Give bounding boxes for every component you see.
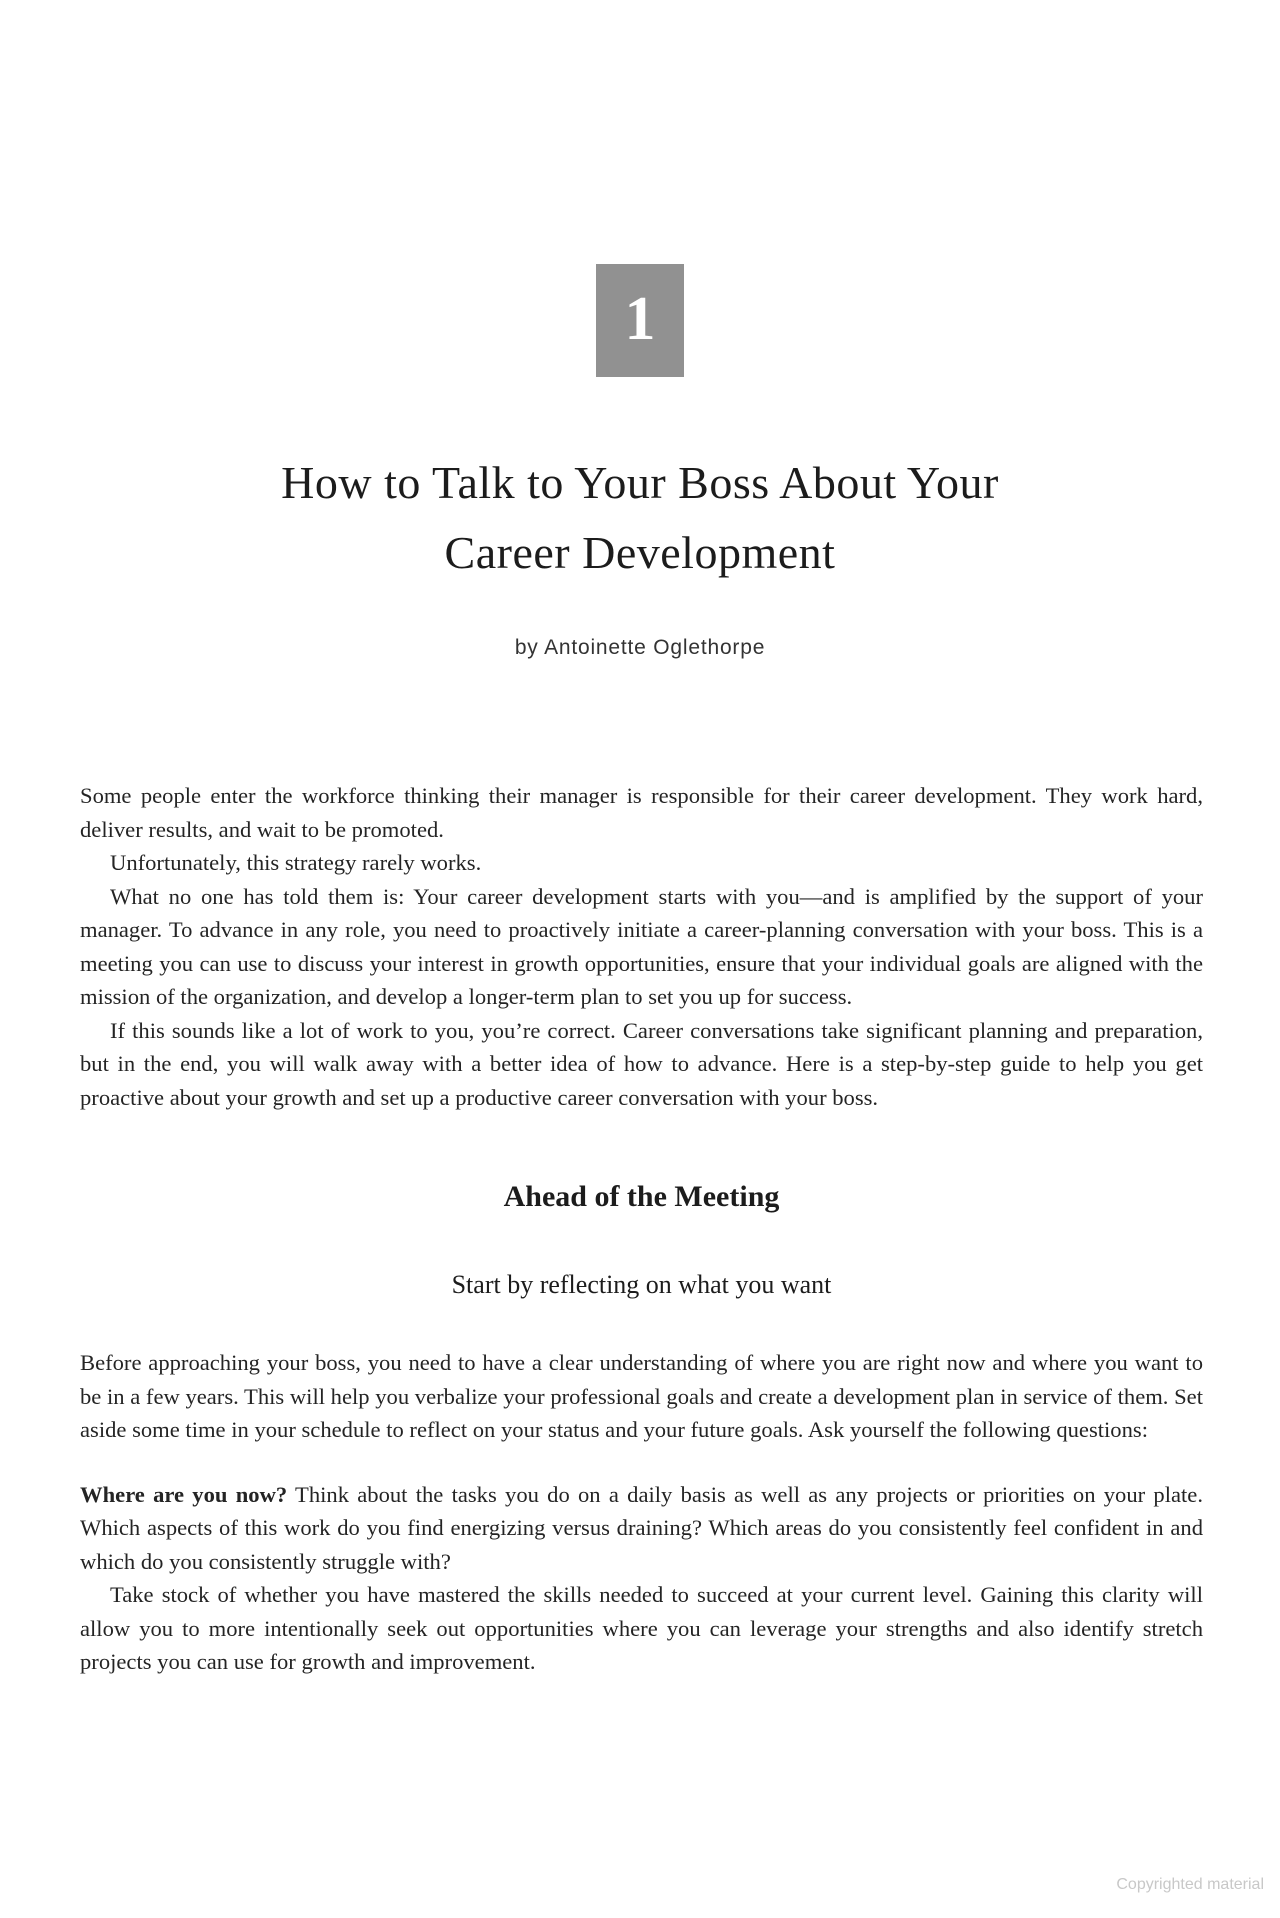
intro-paragraph-4: If this sounds like a lot of work to you, you’re correct. Career conversations take significant planning and preparation, but in the end, you will walk away with a better idea of how to advance. Here is a step-by-step guide to help you get proactive about your growth and set up a productive career conversation with your boss.: [80, 1017, 1203, 1110]
intro-paragraph-3: What no one has told them is: Your career development starts with you—and is amplified by the support of your manager. To advance in any role, you need to proactively initiate a career-planning conversation with your boss. This is a meeting you can use to discuss your interest in growth opportunities, ensure that your individual goals are aligned with the mission of the organization, and develop a longer-term plan to set you up for success.: [80, 883, 1203, 1009]
chapter-title-line-2: Career Development: [444, 527, 836, 578]
section-paragraph-3: Take stock of whether you have mastered the skills needed to succeed at your current level. Gaining this clarity will allow you to more intentionally seek out opportunities where you can leverage your strengths and also identify stretch projects you can use for growth and improvement.: [80, 1582, 1203, 1674]
question-lead-bold: Where are you now?: [80, 1481, 288, 1507]
intro-paragraph-1: Some people enter the workforce thinking their manager is responsible for their career development. They work hard, deliver results, and wait to be promoted.: [80, 783, 1203, 842]
chapter-title: [0, 448, 1280, 588]
chapter-title-line-1: How to Talk to Your Boss About Your: [281, 457, 999, 508]
article-body: [80, 779, 1203, 1679]
section-paragraph-2: [80, 1478, 1203, 1579]
subsection-heading: Start by reflecting on what you want: [451, 1270, 832, 1299]
question-body: Think about the tasks you do on a daily basis as well as any projects or priorities on your plate. Which aspects of this work do you find energizing versus draining? Which areas do you consistently feel confident in and which do you consistently struggle with?: [80, 1481, 1203, 1574]
copyright-watermark: Copyrighted material: [1116, 1876, 1264, 1893]
section-heading: Ahead of the Meeting: [503, 1180, 780, 1213]
chapter-number-box: [596, 264, 684, 377]
intro-paragraph-2: Unfortunately, this strategy rarely works.: [110, 850, 482, 875]
byline: by Antoinette Oglethorpe: [514, 636, 766, 659]
section-paragraph-1: Before approaching your boss, you need to have a clear understanding of where you are right now and where you want to be in a few years. This will help you verbalize your professional goals and create a development plan in service of them. Set aside some time in your schedule to reflect on your status and your future goals. Ask yourself the following questions:: [80, 1350, 1203, 1442]
chapter-number: 1: [624, 284, 656, 353]
